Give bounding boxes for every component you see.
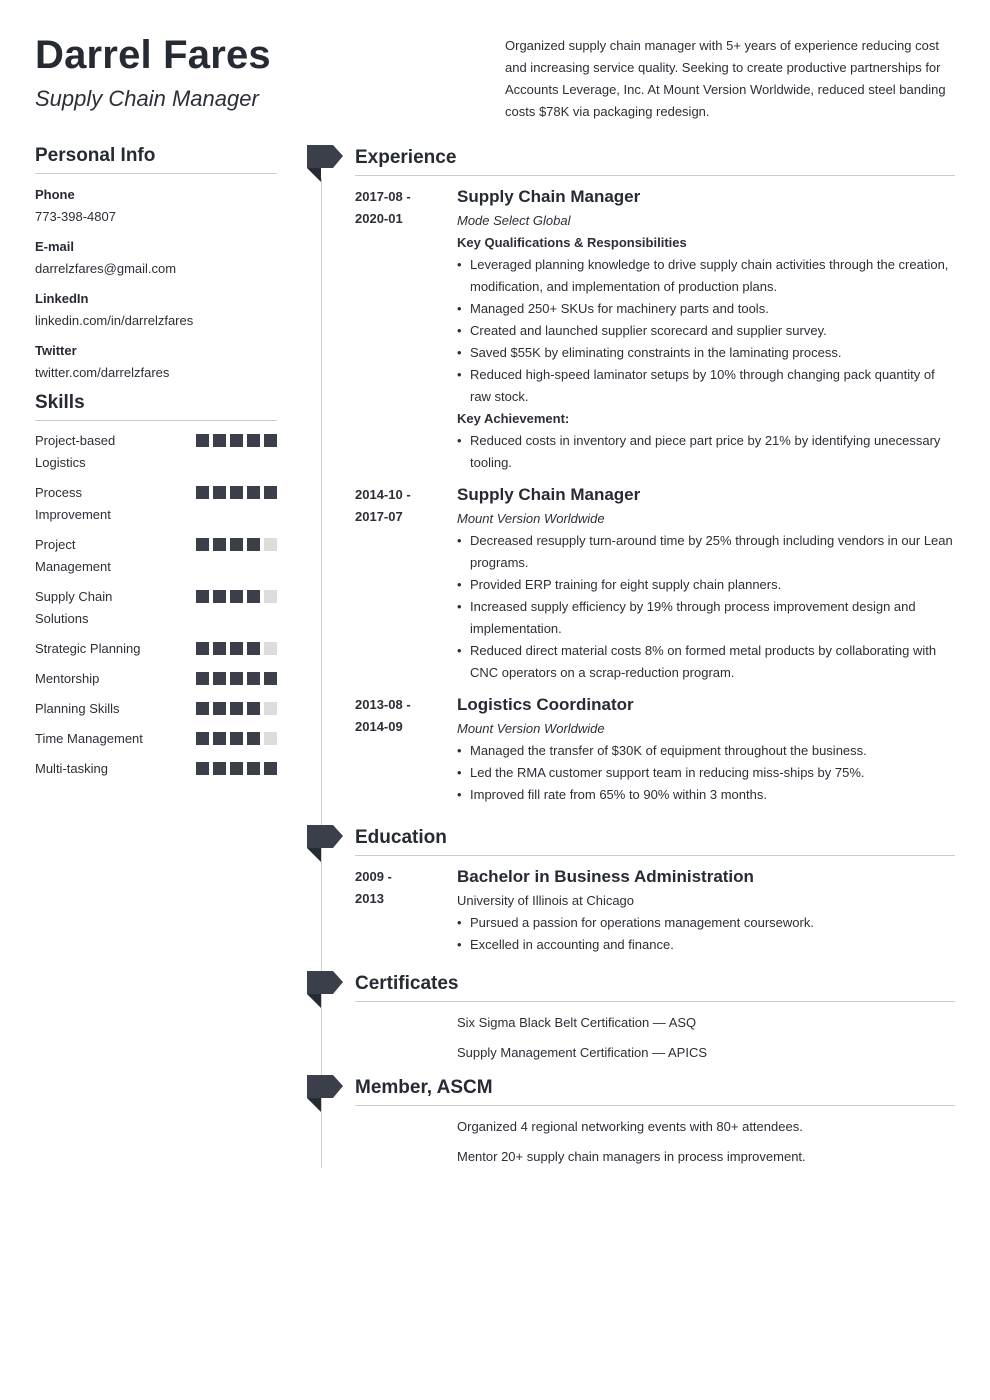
skill-level-meter [196,590,277,603]
date-end: 2013 [355,891,384,906]
list-item: • Managed the transfer of $30K of equipment throughout the business. [457,740,955,762]
skill-name: Time Management [35,731,143,746]
skill-level-filled [230,590,243,603]
list-item: • Improved fill rate from 65% to 90% within 3 months. [457,784,955,806]
skill-row [35,482,277,526]
skill-level-filled [247,642,260,655]
twitter-value: twitter.com/darrelzfares [35,365,170,380]
skill-name: Multi-tasking [35,761,108,776]
date-start: 2009 - [355,869,392,884]
skill-level-filled [264,486,277,499]
skill-level-filled [213,672,226,685]
entry-body [457,694,955,806]
skill-level-filled [230,642,243,655]
membership-item: Organized 4 regional networking events with 80+ attendees. [457,1119,803,1134]
skill-level-meter [196,434,277,447]
candidate-title: Supply Chain Manager [35,86,259,111]
experience-entry [355,484,955,684]
entry-body [457,866,955,956]
skill-row [35,430,277,474]
info-label: Twitter [35,343,77,358]
membership-item: Mentor 20+ supply chain managers in process improvement. [457,1149,806,1164]
date-start: 2017-08 - [355,189,411,204]
left-column [35,145,277,788]
school-name: University of Illinois at Chicago [457,893,635,908]
list-item: • Reduced high-speed laminator setups by 10% through changing pack quantity of raw stock. [457,364,955,408]
skill-row [35,586,277,630]
skill-level-filled [230,762,243,775]
skill-row [35,698,277,720]
section-flag-icon [307,971,343,1009]
experience-entry [355,694,955,806]
skill-row [35,638,277,660]
skill-row [35,758,277,780]
education-list [457,912,955,956]
skill-level-filled [213,434,226,447]
job-title: Supply Chain Manager [457,187,641,206]
education-heading: Education [355,825,955,856]
list-item: • Reduced direct material costs 8% on formed metal products by collaborating with CNC operators on a scrap-reduction program. [457,640,955,684]
skill-level-filled [213,486,226,499]
skill-level-filled [247,486,260,499]
education-section [307,825,955,956]
skill-level-filled [196,672,209,685]
skill-level-meter [196,486,277,499]
info-linkedin [35,288,277,332]
info-label: LinkedIn [35,291,89,306]
list-item: • Provided ERP training for eight supply chain planners. [457,574,955,596]
skill-row [35,668,277,690]
responsibility-list [457,254,955,408]
skill-level-filled [247,590,260,603]
skill-level-filled [213,702,226,715]
skill-level-filled [264,672,277,685]
skill-level-filled [247,732,260,745]
certificate-item: Supply Management Certification — APICS [457,1045,708,1060]
skill-level-filled [247,672,260,685]
list-item: • Managed 250+ SKUs for machinery parts and tools. [457,298,955,320]
skill-level-filled [230,732,243,745]
skill-name: Process Improvement [35,485,111,522]
list-item: • Pursued a passion for operations management coursework. [457,912,955,934]
experience-section [307,145,955,806]
list-item: • Created and launched supplier scorecard and supplier survey. [457,320,955,342]
date-end: 2014-09 [355,719,403,734]
entry-date [355,186,457,474]
skill-level-filled [213,762,226,775]
skill-level-filled [230,538,243,551]
skill-row [35,728,277,750]
skill-level-filled [213,538,226,551]
skill-level-filled [247,538,260,551]
entry-body [457,186,955,474]
certificate-item: Six Sigma Black Belt Certification — ASQ [457,1015,697,1030]
skill-level-meter [196,702,277,715]
info-email [35,236,277,280]
skill-level-meter [196,642,277,655]
skill-level-empty [264,590,277,603]
skill-level-filled [247,434,260,447]
list-item: • Reduced costs in inventory and piece part price by 21% by identifying unecessary tooling. [457,430,955,474]
skill-level-filled [196,590,209,603]
certificate-list [457,1012,955,1064]
skill-level-filled [196,434,209,447]
section-flag-icon [307,1075,343,1113]
experience-entry [355,186,955,474]
date-end: 2017-07 [355,509,403,524]
skill-name: Strategic Planning [35,641,141,656]
skill-level-empty [264,642,277,655]
date-start: 2013-08 - [355,697,411,712]
skill-level-meter [196,672,277,685]
membership-section [307,1075,955,1176]
skill-level-meter [196,762,277,775]
skill-name: Planning Skills [35,701,120,716]
membership-list [457,1116,955,1168]
info-twitter [35,340,277,384]
education-entry [355,866,955,956]
list-item: • Led the RMA customer support team in reducing miss-ships by 75%. [457,762,955,784]
skill-level-filled [196,486,209,499]
achievement-heading: Key Achievement: [457,411,570,426]
date-end: 2020-01 [355,211,403,226]
job-title: Supply Chain Manager [457,485,641,504]
section-flag-icon [307,825,343,863]
personal-info-list [35,184,277,384]
date-start: 2014-10 - [355,487,411,502]
qualifications-heading: Key Qualifications & Responsibilities [457,235,687,250]
skill-level-filled [247,702,260,715]
skills-heading: Skills [35,392,277,421]
skill-level-meter [196,732,277,745]
certificates-heading: Certificates [355,971,955,1002]
linkedin-value: linkedin.com/in/darrelzfares [35,313,194,328]
info-phone [35,184,277,228]
skill-level-filled [196,732,209,745]
job-title: Logistics Coordinator [457,695,634,714]
list-item: • Increased supply efficiency by 19% through process improvement design and implementation. [457,596,955,640]
phone-value: 773-398-4807 [35,209,116,224]
info-label: Phone [35,187,75,202]
skill-name: Supply Chain Solutions [35,589,113,626]
skill-level-empty [264,732,277,745]
summary: Organized supply chain manager with 5+ years of experience reducing cost and increasing service quality. Seeking to create productive partnerships for Accounts Leverage, Inc. At Mount Version Worldwide, reduced steel banding costs $78K via packaging redesign. [505,38,946,119]
responsibility-list [457,530,955,684]
info-label: E-mail [35,239,75,254]
company-name: Mount Version Worldwide [457,721,605,736]
certificates-section [307,971,955,1072]
skill-level-filled [196,702,209,715]
list-item: • Saved $55K by eliminating constraints in the laminating process. [457,342,955,364]
entry-date [355,866,457,956]
skill-level-filled [196,642,209,655]
list-item: • Excelled in accounting and finance. [457,934,955,956]
list-item: • Decreased resupply turn-around time by 25% through including vendors in our Lean programs. [457,530,955,574]
skill-name: Mentorship [35,671,100,686]
skill-level-filled [264,434,277,447]
company-name: Mode Select Global [457,213,571,228]
skill-level-filled [230,486,243,499]
skill-name: Project-based Logistics [35,433,116,470]
responsibility-list [457,740,955,806]
skill-level-filled [196,762,209,775]
entry-body [457,484,955,684]
skill-row [35,534,277,578]
personal-info-heading: Personal Info [35,145,277,174]
skill-level-filled [247,762,260,775]
skill-list [35,430,277,780]
entry-date [355,484,457,684]
skill-level-filled [213,642,226,655]
candidate-name: Darrel Fares [35,33,271,77]
skill-level-filled [196,538,209,551]
company-name: Mount Version Worldwide [457,511,605,526]
experience-heading: Experience [355,145,955,176]
skill-level-meter [196,538,277,551]
skill-level-filled [264,762,277,775]
list-item: • Leveraged planning knowledge to drive supply chain activities through the creation, modification, and implementation of production plans. [457,254,955,298]
degree: Bachelor in Business Administration [457,867,754,886]
skill-level-empty [264,702,277,715]
entry-date [355,694,457,806]
skill-level-filled [230,434,243,447]
skill-level-filled [213,590,226,603]
email-value: darrelzfares@gmail.com [35,261,177,276]
skill-level-filled [230,672,243,685]
membership-heading: Member, ASCM [355,1075,955,1106]
skill-name: Project Management [35,537,111,574]
section-flag-icon [307,145,343,183]
skill-level-filled [230,702,243,715]
skill-level-empty [264,538,277,551]
skill-level-filled [213,732,226,745]
achievement-list [457,430,955,474]
